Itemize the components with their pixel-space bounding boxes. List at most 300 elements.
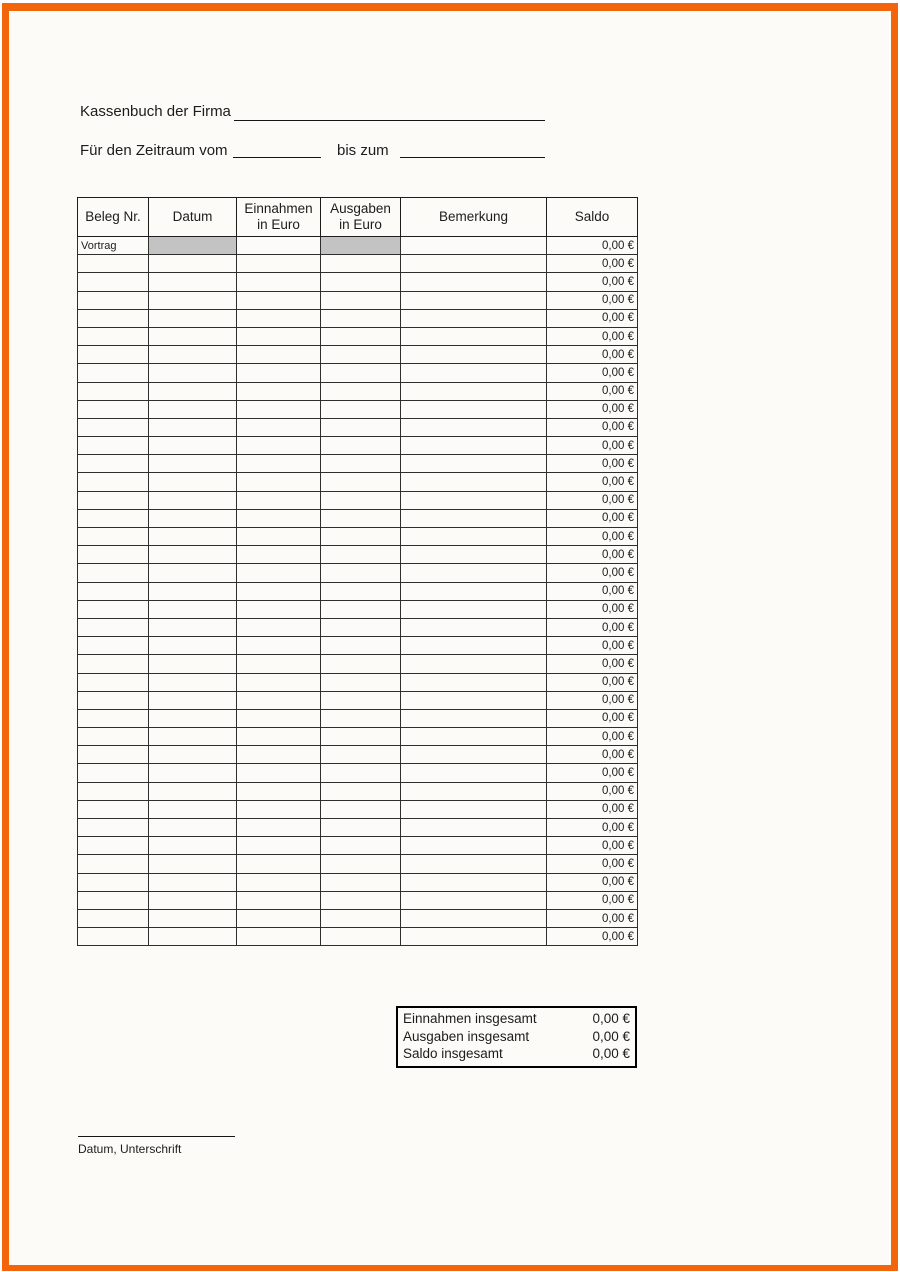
cell-datum (149, 309, 237, 327)
cell-bemerkung (401, 673, 547, 691)
cell-ausgaben (321, 564, 401, 582)
table-row (78, 709, 638, 727)
cell-saldo: 0,00 € (547, 709, 638, 727)
cell-bemerkung (401, 528, 547, 546)
cell-datum (149, 400, 237, 418)
cell-bemerkung (401, 873, 547, 891)
cell-saldo: 0,00 € (547, 491, 638, 509)
summary-ausgaben-value: 0,00 € (592, 1028, 630, 1044)
cell-beleg (78, 746, 149, 764)
cell-beleg (78, 891, 149, 909)
cell-einnahmen (237, 309, 321, 327)
cell-bemerkung (401, 618, 547, 636)
cell-datum (149, 473, 237, 491)
cell-datum (149, 582, 237, 600)
cell-beleg (78, 382, 149, 400)
cell-einnahmen (237, 673, 321, 691)
cell-saldo: 0,00 € (547, 582, 638, 600)
cell-einnahmen (237, 491, 321, 509)
cell-saldo: 0,00 € (547, 400, 638, 418)
cell-einnahmen (237, 509, 321, 527)
cell-einnahmen (237, 800, 321, 818)
cell-einnahmen (237, 819, 321, 837)
cell-bemerkung (401, 327, 547, 345)
cell-bemerkung (401, 346, 547, 364)
cell-saldo: 0,00 € (547, 346, 638, 364)
cell-ausgaben (321, 728, 401, 746)
header-datum: Datum (149, 198, 237, 237)
cell-beleg (78, 928, 149, 946)
cell-datum (149, 782, 237, 800)
table-row (78, 564, 638, 582)
cell-bemerkung (401, 582, 547, 600)
cell-bemerkung (401, 309, 547, 327)
period-from-label: Für den Zeitraum vom (80, 142, 228, 159)
cell-datum (149, 709, 237, 727)
header-einnahmen: Einnahmen in Euro (237, 198, 321, 237)
cell-einnahmen (237, 418, 321, 436)
cell-datum (149, 655, 237, 673)
table-row (78, 655, 638, 673)
table-row (78, 637, 638, 655)
cell-datum (149, 691, 237, 709)
cell-ausgaben (321, 600, 401, 618)
table-row (78, 909, 638, 927)
summary-ausgaben-label: Ausgaben insgesamt (403, 1028, 530, 1044)
table-row (78, 237, 638, 255)
cell-saldo: 0,00 € (547, 273, 638, 291)
cell-ausgaben (321, 237, 401, 255)
cell-einnahmen (237, 255, 321, 273)
table-row (78, 382, 638, 400)
cell-bemerkung (401, 764, 547, 782)
cell-ausgaben (321, 546, 401, 564)
table-row (78, 837, 638, 855)
table-row (78, 819, 638, 837)
cell-bemerkung (401, 800, 547, 818)
cell-einnahmen (237, 709, 321, 727)
table-row (78, 891, 638, 909)
table-row (78, 455, 638, 473)
table-row (78, 364, 638, 382)
cell-ausgaben (321, 309, 401, 327)
cell-datum (149, 418, 237, 436)
cell-beleg (78, 582, 149, 600)
cell-einnahmen (237, 746, 321, 764)
cell-saldo: 0,00 € (547, 819, 638, 837)
signature-label: Datum, Unterschrift (78, 1142, 182, 1156)
cell-datum (149, 673, 237, 691)
cell-ausgaben (321, 327, 401, 345)
cell-einnahmen (237, 237, 321, 255)
cell-einnahmen (237, 618, 321, 636)
cell-beleg (78, 418, 149, 436)
cell-einnahmen (237, 291, 321, 309)
table-header-row (78, 198, 638, 237)
cell-bemerkung (401, 509, 547, 527)
cell-datum (149, 455, 237, 473)
cell-datum (149, 528, 237, 546)
cell-ausgaben (321, 582, 401, 600)
cell-ausgaben (321, 891, 401, 909)
cell-bemerkung (401, 455, 547, 473)
period-from-blank-line (233, 157, 321, 158)
cell-beleg (78, 673, 149, 691)
header-bemerkung: Bemerkung (401, 198, 547, 237)
table-row (78, 546, 638, 564)
cell-bemerkung (401, 691, 547, 709)
cell-beleg (78, 909, 149, 927)
table-row (78, 509, 638, 527)
cell-beleg (78, 455, 149, 473)
table-row (78, 582, 638, 600)
cell-saldo: 0,00 € (547, 800, 638, 818)
cell-ausgaben (321, 273, 401, 291)
table-row (78, 346, 638, 364)
cell-datum (149, 764, 237, 782)
cell-saldo: 0,00 € (547, 891, 638, 909)
table-row (78, 273, 638, 291)
cell-saldo: 0,00 € (547, 837, 638, 855)
cell-datum (149, 327, 237, 345)
cell-bemerkung (401, 491, 547, 509)
cell-ausgaben (321, 473, 401, 491)
cell-datum (149, 255, 237, 273)
table-row (78, 491, 638, 509)
cell-saldo: 0,00 € (547, 382, 638, 400)
cell-saldo: 0,00 € (547, 637, 638, 655)
cell-einnahmen (237, 855, 321, 873)
cell-saldo: 0,00 € (547, 855, 638, 873)
cell-saldo: 0,00 € (547, 528, 638, 546)
cell-saldo: 0,00 € (547, 655, 638, 673)
summary-saldo-label: Saldo insgesamt (403, 1046, 503, 1061)
cell-saldo: 0,00 € (547, 600, 638, 618)
cell-saldo: 0,00 € (547, 473, 638, 491)
cell-einnahmen (237, 273, 321, 291)
cell-ausgaben (321, 455, 401, 473)
cell-datum (149, 800, 237, 818)
cell-saldo: 0,00 € (547, 509, 638, 527)
cell-ausgaben (321, 346, 401, 364)
cell-einnahmen (237, 455, 321, 473)
cell-ausgaben (321, 491, 401, 509)
cell-einnahmen (237, 564, 321, 582)
cell-saldo: 0,00 € (547, 418, 638, 436)
table-row (78, 437, 638, 455)
cell-einnahmen (237, 528, 321, 546)
table-row (78, 782, 638, 800)
cell-bemerkung (401, 782, 547, 800)
table-row (78, 255, 638, 273)
cell-datum (149, 891, 237, 909)
cell-saldo: 0,00 € (547, 728, 638, 746)
cell-saldo: 0,00 € (547, 255, 638, 273)
cell-saldo: 0,00 € (547, 364, 638, 382)
cell-einnahmen (237, 782, 321, 800)
cell-beleg (78, 655, 149, 673)
cell-beleg (78, 873, 149, 891)
cell-beleg (78, 709, 149, 727)
cell-saldo: 0,00 € (547, 873, 638, 891)
cell-saldo: 0,00 € (547, 564, 638, 582)
table-row (78, 728, 638, 746)
signature-line (78, 1136, 235, 1137)
cell-beleg: Vortrag (78, 237, 149, 255)
cell-ausgaben (321, 800, 401, 818)
cell-saldo: 0,00 € (547, 455, 638, 473)
cell-ausgaben (321, 255, 401, 273)
summary-row-einnahmen (403, 1010, 630, 1028)
cell-bemerkung (401, 437, 547, 455)
cell-ausgaben (321, 837, 401, 855)
table-row (78, 291, 638, 309)
cell-ausgaben (321, 437, 401, 455)
cell-beleg (78, 437, 149, 455)
table-row (78, 327, 638, 345)
table-row (78, 418, 638, 436)
cell-bemerkung (401, 364, 547, 382)
summary-einnahmen-value: 0,00 € (592, 1011, 630, 1026)
cell-datum (149, 909, 237, 927)
table-row (78, 928, 638, 946)
cell-einnahmen (237, 873, 321, 891)
cell-bemerkung (401, 891, 547, 909)
table-row (78, 473, 638, 491)
cell-einnahmen (237, 909, 321, 927)
cell-ausgaben (321, 400, 401, 418)
cell-beleg (78, 364, 149, 382)
cell-datum (149, 728, 237, 746)
cell-einnahmen (237, 691, 321, 709)
cell-ausgaben (321, 855, 401, 873)
cell-beleg (78, 637, 149, 655)
cell-bemerkung (401, 273, 547, 291)
cell-beleg (78, 764, 149, 782)
cell-beleg (78, 509, 149, 527)
cashbook-table (77, 197, 638, 946)
cell-saldo: 0,00 € (547, 746, 638, 764)
cell-saldo: 0,00 € (547, 782, 638, 800)
cell-ausgaben (321, 364, 401, 382)
cell-ausgaben (321, 691, 401, 709)
cell-einnahmen (237, 600, 321, 618)
cell-beleg (78, 400, 149, 418)
cell-einnahmen (237, 546, 321, 564)
cell-beleg (78, 564, 149, 582)
cell-einnahmen (237, 473, 321, 491)
cell-saldo: 0,00 € (547, 437, 638, 455)
cell-bemerkung (401, 400, 547, 418)
cell-beleg (78, 546, 149, 564)
summary-box (396, 1006, 637, 1068)
cell-beleg (78, 800, 149, 818)
cell-bemerkung (401, 928, 547, 946)
cell-ausgaben (321, 291, 401, 309)
cell-bemerkung (401, 837, 547, 855)
cell-einnahmen (237, 582, 321, 600)
cell-datum (149, 564, 237, 582)
cell-bemerkung (401, 819, 547, 837)
cell-ausgaben (321, 637, 401, 655)
form-title: Kassenbuch der Firma (80, 103, 231, 120)
cell-einnahmen (237, 837, 321, 855)
cell-einnahmen (237, 382, 321, 400)
table-row (78, 873, 638, 891)
cell-datum (149, 509, 237, 527)
cell-datum (149, 291, 237, 309)
company-name-blank-line (234, 120, 545, 121)
cell-datum (149, 600, 237, 618)
cell-beleg (78, 255, 149, 273)
summary-saldo-value: 0,00 € (592, 1046, 630, 1061)
table-row (78, 618, 638, 636)
header-beleg-nr: Beleg Nr. (78, 198, 149, 237)
cell-ausgaben (321, 382, 401, 400)
cell-bemerkung (401, 546, 547, 564)
cell-datum (149, 437, 237, 455)
cell-datum (149, 928, 237, 946)
cell-einnahmen (237, 400, 321, 418)
table-row (78, 800, 638, 818)
table-row (78, 764, 638, 782)
cell-beleg (78, 291, 149, 309)
cell-datum (149, 855, 237, 873)
cell-bemerkung (401, 855, 547, 873)
cell-einnahmen (237, 327, 321, 345)
table-row (78, 528, 638, 546)
cell-ausgaben (321, 655, 401, 673)
cell-einnahmen (237, 655, 321, 673)
table-row (78, 673, 638, 691)
cell-bemerkung (401, 728, 547, 746)
cell-beleg (78, 346, 149, 364)
cell-datum (149, 819, 237, 837)
cell-saldo: 0,00 € (547, 546, 638, 564)
cell-saldo: 0,00 € (547, 673, 638, 691)
cell-beleg (78, 855, 149, 873)
cell-beleg (78, 309, 149, 327)
cell-saldo: 0,00 € (547, 909, 638, 927)
cell-bemerkung (401, 600, 547, 618)
table-row (78, 400, 638, 418)
cell-ausgaben (321, 418, 401, 436)
table-row (78, 855, 638, 873)
cell-ausgaben (321, 819, 401, 837)
cell-ausgaben (321, 709, 401, 727)
cell-beleg (78, 819, 149, 837)
cell-saldo: 0,00 € (547, 618, 638, 636)
cell-beleg (78, 273, 149, 291)
cell-ausgaben (321, 673, 401, 691)
cell-datum (149, 382, 237, 400)
header-saldo: Saldo (547, 198, 638, 237)
table-row (78, 746, 638, 764)
cell-einnahmen (237, 364, 321, 382)
cell-beleg (78, 473, 149, 491)
cell-beleg (78, 528, 149, 546)
summary-einnahmen-label: Einnahmen insgesamt (403, 1011, 537, 1026)
cell-saldo: 0,00 € (547, 928, 638, 946)
cell-beleg (78, 327, 149, 345)
cell-saldo: 0,00 € (547, 291, 638, 309)
cell-bemerkung (401, 237, 547, 255)
cell-beleg (78, 618, 149, 636)
cell-bemerkung (401, 473, 547, 491)
cell-bemerkung (401, 637, 547, 655)
cell-bemerkung (401, 291, 547, 309)
period-to-blank-line (400, 157, 545, 158)
cell-datum (149, 837, 237, 855)
cell-ausgaben (321, 528, 401, 546)
cell-bemerkung (401, 655, 547, 673)
cell-beleg (78, 728, 149, 746)
cell-datum (149, 491, 237, 509)
summary-row-ausgaben (403, 1028, 630, 1046)
cell-saldo: 0,00 € (547, 691, 638, 709)
period-to-label: bis zum (337, 142, 389, 159)
cell-einnahmen (237, 637, 321, 655)
cell-saldo: 0,00 € (547, 327, 638, 345)
cell-datum (149, 237, 237, 255)
table-row (78, 691, 638, 709)
cell-bemerkung (401, 909, 547, 927)
cell-bemerkung (401, 746, 547, 764)
cell-ausgaben (321, 909, 401, 927)
cell-einnahmen (237, 437, 321, 455)
cell-datum (149, 364, 237, 382)
cell-ausgaben (321, 873, 401, 891)
table-row (78, 309, 638, 327)
cell-ausgaben (321, 746, 401, 764)
cell-datum (149, 346, 237, 364)
table-row (78, 600, 638, 618)
cell-ausgaben (321, 764, 401, 782)
cell-bemerkung (401, 564, 547, 582)
cell-datum (149, 746, 237, 764)
cell-datum (149, 546, 237, 564)
cell-einnahmen (237, 928, 321, 946)
cell-bemerkung (401, 255, 547, 273)
cell-ausgaben (321, 928, 401, 946)
cell-einnahmen (237, 764, 321, 782)
cell-ausgaben (321, 618, 401, 636)
cell-beleg (78, 600, 149, 618)
cell-bemerkung (401, 709, 547, 727)
cell-saldo: 0,00 € (547, 764, 638, 782)
cell-einnahmen (237, 346, 321, 364)
cell-beleg (78, 691, 149, 709)
cell-datum (149, 637, 237, 655)
cell-einnahmen (237, 728, 321, 746)
cell-beleg (78, 782, 149, 800)
ledger-body (78, 237, 638, 946)
cell-einnahmen (237, 891, 321, 909)
cell-ausgaben (321, 782, 401, 800)
cell-bemerkung (401, 382, 547, 400)
cell-saldo: 0,00 € (547, 309, 638, 327)
summary-row-saldo (403, 1045, 630, 1063)
cell-saldo: 0,00 € (547, 237, 638, 255)
cell-datum (149, 873, 237, 891)
cell-datum (149, 273, 237, 291)
header-ausgaben: Ausgaben in Euro (321, 198, 401, 237)
cell-datum (149, 618, 237, 636)
cell-bemerkung (401, 418, 547, 436)
cell-beleg (78, 837, 149, 855)
cell-ausgaben (321, 509, 401, 527)
cell-beleg (78, 491, 149, 509)
